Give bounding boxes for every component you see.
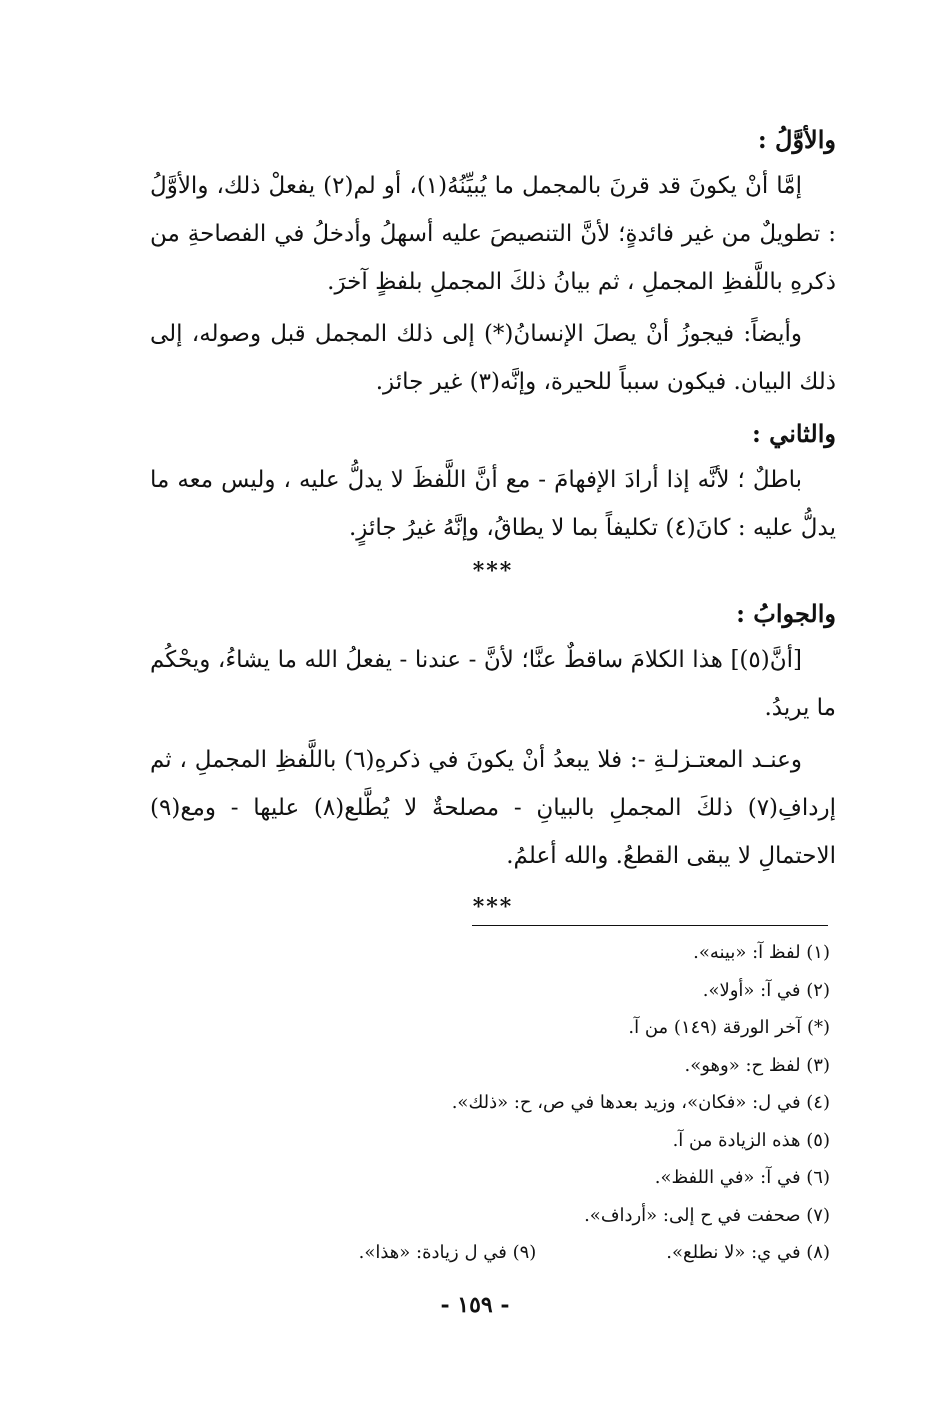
footnote-row-last <box>230 1234 830 1272</box>
footnote-2: (٢) في آ: «أولا». <box>702 979 830 1001</box>
footnotes <box>230 934 830 1272</box>
footnote-3: (٣) لفظ ح: «وهو». <box>684 1054 830 1076</box>
footnote-8: (٨) في ي: «لا نطلع». <box>666 1242 830 1263</box>
footnote-7: (٧) صحفت في ح إلى: «أرداف». <box>584 1204 830 1226</box>
footnote-4: (٤) في ل: «فكان»، وزيد بعدها في ص، ح: «ذلك». <box>451 1092 830 1113</box>
first-paragraph-2: وأيضاً: فيجوزُ أنْ يصلَ الإنسانُ(*) إلى ذلك المجمل قبل وصوله، إلى ذلك البيان. فيكون سبباً للحيرة، وإنَّه(٣) غير جائز. <box>150 321 836 395</box>
footnote-1: (١) لفظ آ: «بينه». <box>693 942 830 963</box>
footnote-divider <box>472 925 828 926</box>
section-separator: *** <box>472 558 514 584</box>
first-heading: والأوَّلُ : <box>757 125 836 154</box>
footnote-6: (٦) في آ: «في اللفظ». <box>654 1167 830 1188</box>
answer-paragraph-1: [أنَّ(٥)] هذا الكلامَ ساقطٌ عنَّا؛ لأنَّ - عندنا - يفعلُ الله ما يشاءُ، ويحْكُم ما يريدُ. <box>150 647 836 721</box>
answer-paragraph-2: وعنـد المعتـزلـةِ -: فلا يبعدُ أنْ يكونَ في ذكرهِ(٦) باللَّفظِ المجملِ ، ثم إردافِ(٧) ذلكَ المجملِ بالبيانِ - مصلحةٌ لا يُطَّلع(٨) عليها - ومع(٩) الاحتمالِ لا يبقى القطعُ. والله أعلمُ. <box>150 747 836 869</box>
answer-heading: والجوابُ : <box>736 599 836 628</box>
section-separator-end: *** <box>472 894 514 920</box>
second-heading: والثاني : <box>751 419 836 448</box>
first-paragraph-1: إمَّا أنْ يكونَ قد قرنَ بالمجمل ما يُبيِّنُهُ(١)، أو لم(٢) يفعلْ ذلك، والأوَّلُ : تطويلٌ من غير فائدةٍ؛ لأنَّ التنصيصَ عليه أسهلُ وأدخلُ في الفصاحةِ من ذكرهِ باللَّفظِ المجملِ ، ثم بيانُ ذلكَ المجملِ بلفظٍ آخرَ. <box>150 173 836 295</box>
footnote-5: (٥) هذه الزيادة من آ. <box>672 1129 830 1151</box>
footnote-9: (٩) في ل زيادة: «هذا». <box>358 1242 537 1263</box>
footnote-star: (*) آخر الورقة (١٤٩) من آ. <box>628 1017 830 1038</box>
second-paragraph-1: باطلٌ ؛ لأنَّه إذا أرادَ الإفهامَ - مع أنَّ اللَّفظَ لا يدلُّ عليه ، وليس معه ما يدلُّ عليه : كانَ(٤) تكليفاً بما لا يطاقُ، وإنَّهُ غيرُ جائزٍ. <box>150 467 836 541</box>
page-number: - ١٥٩ - <box>440 1292 510 1318</box>
main-text <box>150 112 836 924</box>
